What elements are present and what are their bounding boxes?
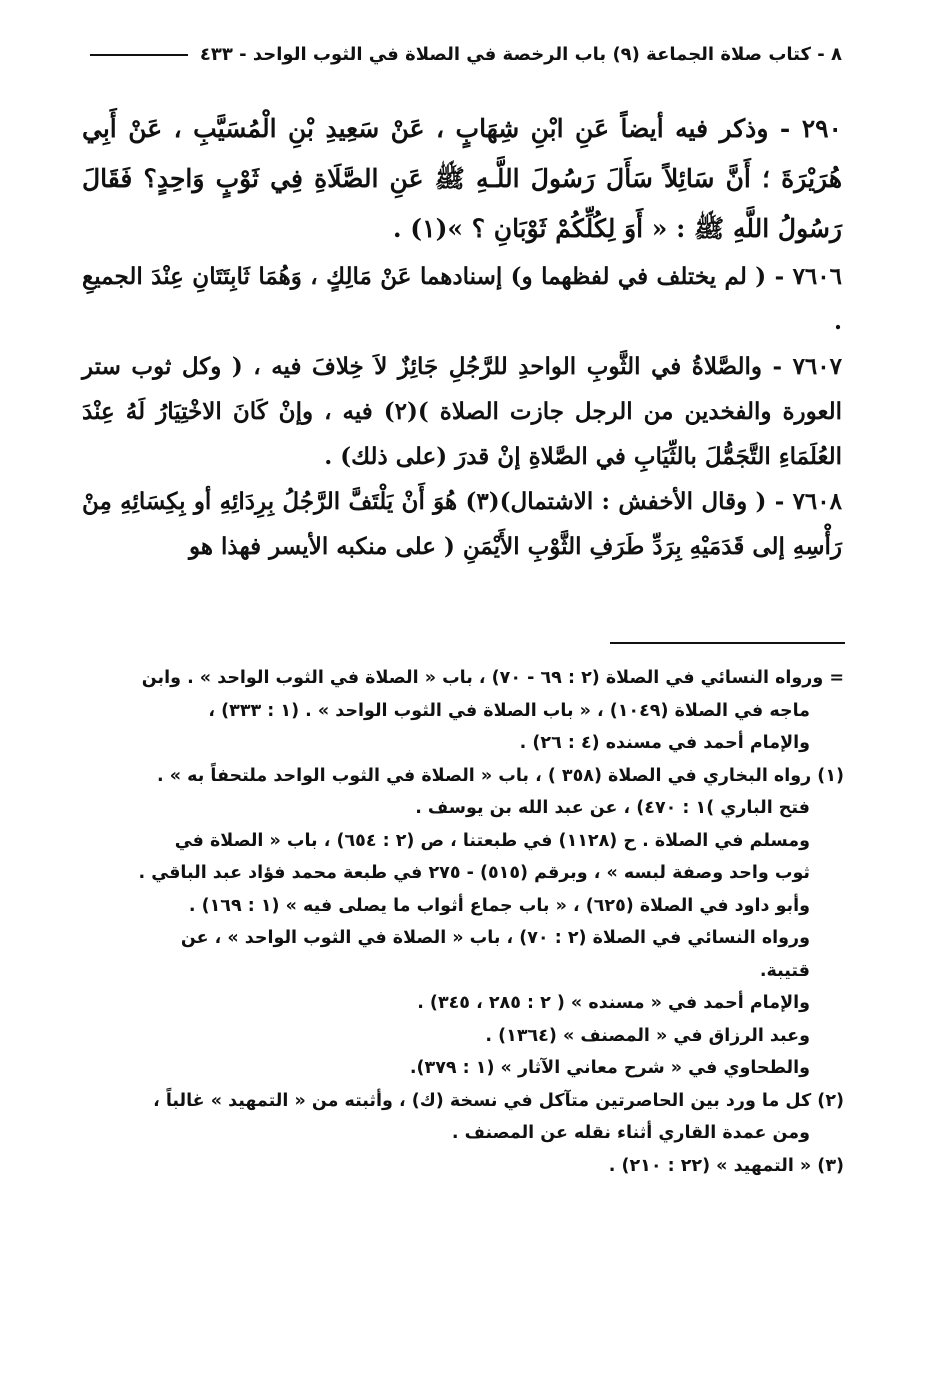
footnote-1-line: وعبد الرزاق في « المصنف » (١٣٦٤) .: [485, 1025, 810, 1046]
footnote-separator: [610, 642, 845, 644]
footnote-1-line: ورواه النسائي في الصلاة (٢ : ٧٠) ، باب « الصلاة في الثوب الواحد » ، عن: [180, 928, 810, 948]
footnote-1-line: (١) رواه البخاري في الصلاة (٣٥٨ ) ، باب « الصلاة في الثوب الواحد ملتحفاً به » .: [156, 765, 844, 786]
header-rule: [90, 54, 188, 56]
main-text: [82, 104, 842, 569]
footnote-3-line: (٣) « التمهيد » (٢٢ : ٢١٠) .: [608, 1155, 844, 1176]
footnotes: [82, 662, 844, 1182]
footnote-1-line: قتيبة.: [759, 960, 810, 981]
footnote-1-line: والطحاوي في « شرح معاني الآثار » (١ : ٣٧٩).: [409, 1058, 810, 1078]
footnote-continuation-line: والإمام أحمد في مسنده (٤ : ٢٦) .: [519, 733, 810, 753]
footnote-1-line: ومسلم في الصلاة . ح (١١٢٨) في طبعتنا ، ص (٢ : ٦٥٤) ، باب « الصلاة في: [174, 830, 810, 851]
footnote-1-line: فتح الباري )١ : ٤٧٠) ، عن عبد الله بن يوسف .: [415, 798, 810, 818]
paragraph-7607: ٧٦٠٧ - والصَّلاةُ في الثَّوبِ الواحدِ للرَّجُلِ جَائِزٌ لاَ خِلافَ فيه ، ( وكل ثوب ستر العورة والفخدين من الرجل جازت الصلاة )(٢) فيه ، وإنْ كَانَ الاخْتِيَارُ لَهُ عِنْدَ العُلَمَاءِ التَّجَمُّلَ بالثِّيَابِ في الصَّلاةِ إنْ قدرَ (على ذلك) .: [82, 353, 843, 470]
running-title: ٨ - كتاب صلاة الجماعة (٩) باب الرخصة في الصلاة في الثوب الواحد - ٤٣٣: [199, 44, 842, 65]
footnote-2-line: (٢) كل ما ورد بين الحاصرتين متآكل في نسخة (ك) ، وأثبته من « التمهيد » غالباً ،: [153, 1090, 844, 1111]
footnote-2-line: ومن عمدة القاري أثناء نقله عن المصنف .: [451, 1123, 810, 1143]
footnote-continuation-line: = ورواه النسائي في الصلاة (٢ : ٦٩ - ٧٠) ، باب « الصلاة في الثوب الواحد » . وابن: [141, 668, 844, 688]
running-header: [90, 44, 842, 65]
hadith-290: ٢٩٠ - وذكر فيه أيضاً عَنِ ابْنِ شِهَابٍ ، عَنْ سَعِيدِ بْنِ الْمُسَيَّبِ ، عَنْ أَبِي هُرَيْرَةَ ؛ أَنَّ سَائِلاً سَأَلَ رَسُولَ اللَّـهِ ﷺ عَنِ الصَّلَاةِ فِي ثَوْبٍ وَاحِدٍ؟ فَقَالَ رَسُولُ اللَّهِ ﷺ : « أَوَ لِكُلِّكُمْ ثَوْبَانِ ؟ »(١) .: [82, 114, 842, 243]
footnote-1-line: ثوب واحد وصفة لبسه » ، وبرقم (٥١٥) - ٢٧٥ في طبعة محمد فؤاد عبد الباقي .: [138, 863, 810, 883]
paragraph-7606: ٧٦٠٦ - ( لم يختلف في لفظهما و) إسنادهما عَنْ مَالِكٍ ، وَهُمَا ثَابِتَتَانِ عِنْدَ الجميعِ .: [82, 263, 842, 335]
footnote-1-line: والإمام أحمد في « مسنده » ( ٢ : ٢٨٥ ، ٣٤٥) .: [417, 993, 810, 1013]
footnote-continuation-line: ماجه في الصلاة (١٠٤٩) ، « باب الصلاة في الثوب الواحد » . (١ : ٣٣٣) ،: [208, 700, 810, 721]
footnote-1-line: وأبو داود في الصلاة (٦٢٥) ، « باب جماع أثواب ما يصلى فيه » (١ : ١٦٩) .: [188, 895, 810, 916]
paragraph-7608: ٧٦٠٨ - ( وقال الأخفش : الاشتمال)(٣) هُوَ أَنْ يَلْتَفَّ الرَّجُلُ بِرِدَائِهِ أو بِكِسَائِهِ مِنْ رَأْسِهِ إلى قَدَمَيْهِ بِرَدِّ طَرَفِ الثَّوْبِ الأَيْمَنِ ( على منكبه الأيسر فهذا هو: [82, 488, 842, 560]
